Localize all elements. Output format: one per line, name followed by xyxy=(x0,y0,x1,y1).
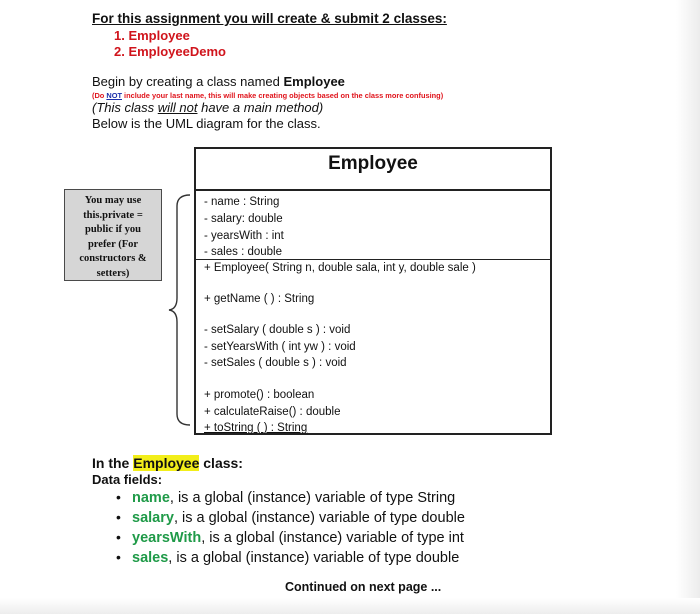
note-line: public if you xyxy=(84,224,142,236)
main-method-note xyxy=(92,100,323,115)
continued-note: Continued on next page ... xyxy=(285,580,442,594)
uml-getter: + getName ( ) : String xyxy=(204,293,315,305)
main-rest: have a main method) xyxy=(197,100,324,115)
class-list xyxy=(114,28,226,59)
uml-constructor: + Employee( String n, double sala, int y, double sale ) xyxy=(204,262,476,274)
bullet-icon: • xyxy=(116,529,121,545)
field-description: , is a global (instance) variable of type int xyxy=(201,530,464,546)
assignment-title: For this assignment you will create & submit 2 classes: xyxy=(92,11,447,26)
field-name: sales xyxy=(132,550,169,566)
bullet-icon: • xyxy=(116,509,121,525)
note-line: setters) xyxy=(96,267,130,279)
curly-brace-icon xyxy=(168,194,194,426)
field-name: salary xyxy=(132,510,174,526)
begin-class-name: Employee xyxy=(283,74,345,89)
uml-setters xyxy=(204,322,356,372)
page-right-edge-shadow xyxy=(676,0,700,614)
list-item xyxy=(116,488,465,508)
class-list-item: 1. Employee xyxy=(114,28,190,43)
uml-attribute: - name : String xyxy=(204,196,280,208)
heading-class-highlight: Employee xyxy=(133,455,200,471)
uml-attribute: - sales : double xyxy=(204,246,282,259)
note-line: constructors & xyxy=(79,253,147,265)
field-name: yearsWith xyxy=(132,530,202,546)
field-description: , is a global (instance) variable of type double xyxy=(173,510,465,526)
uml-diagram xyxy=(194,147,552,435)
page-bottom-edge-shadow xyxy=(0,598,700,614)
uml-setter: - setSalary ( double s ) : void xyxy=(204,324,351,336)
note-line: prefer (For xyxy=(87,238,139,250)
uml-attribute: - salary: double xyxy=(204,212,283,225)
note-line: You may use xyxy=(84,195,142,206)
heading-suffix: class: xyxy=(199,455,243,471)
list-item xyxy=(116,508,465,528)
list-item xyxy=(116,548,465,568)
uml-setter: - setYearsWith ( int yw ) : void xyxy=(204,340,356,353)
warning-not: NOT xyxy=(106,91,122,100)
last-name-warning xyxy=(92,91,443,100)
uml-methods xyxy=(204,387,340,437)
field-list xyxy=(116,488,465,568)
uml-method: + calculateRaise() : double xyxy=(204,405,341,418)
uml-intro: Below is the UML diagram for the class. xyxy=(92,116,321,131)
warning-open: (Do xyxy=(92,91,107,100)
main-will-not: will not xyxy=(157,100,198,115)
main-open: (This class xyxy=(92,100,158,115)
uml-class-name: Employee xyxy=(196,149,550,191)
field-description: , is a global (instance) variable of type double xyxy=(168,550,460,566)
note-line: this.private = xyxy=(83,209,143,221)
bullet-icon: • xyxy=(116,549,121,565)
field-name: name xyxy=(132,490,170,506)
uml-attributes xyxy=(204,194,284,261)
data-fields-label: Data fields: xyxy=(92,472,163,487)
begin-paragraph xyxy=(92,74,345,89)
section-heading xyxy=(92,455,243,471)
list-item xyxy=(116,528,465,548)
uml-setter: - setSales ( double s ) : void xyxy=(204,357,347,369)
class-list-item: 2. EmployeeDemo xyxy=(114,43,226,59)
bullet-icon: • xyxy=(116,489,121,505)
begin-text: Begin by creating a class named xyxy=(92,74,284,89)
heading-prefix: In the xyxy=(92,455,134,471)
uml-attribute: - yearsWith : int xyxy=(204,229,284,242)
warning-rest: include your last name, this will make creating objects based on the class more confusing) xyxy=(121,91,444,100)
field-description: , is a global (instance) variable of type String xyxy=(169,490,456,506)
uml-method: + promote() : boolean xyxy=(204,389,315,401)
access-note-callout xyxy=(64,189,162,281)
uml-method: + toString ( ) : String xyxy=(204,422,308,434)
